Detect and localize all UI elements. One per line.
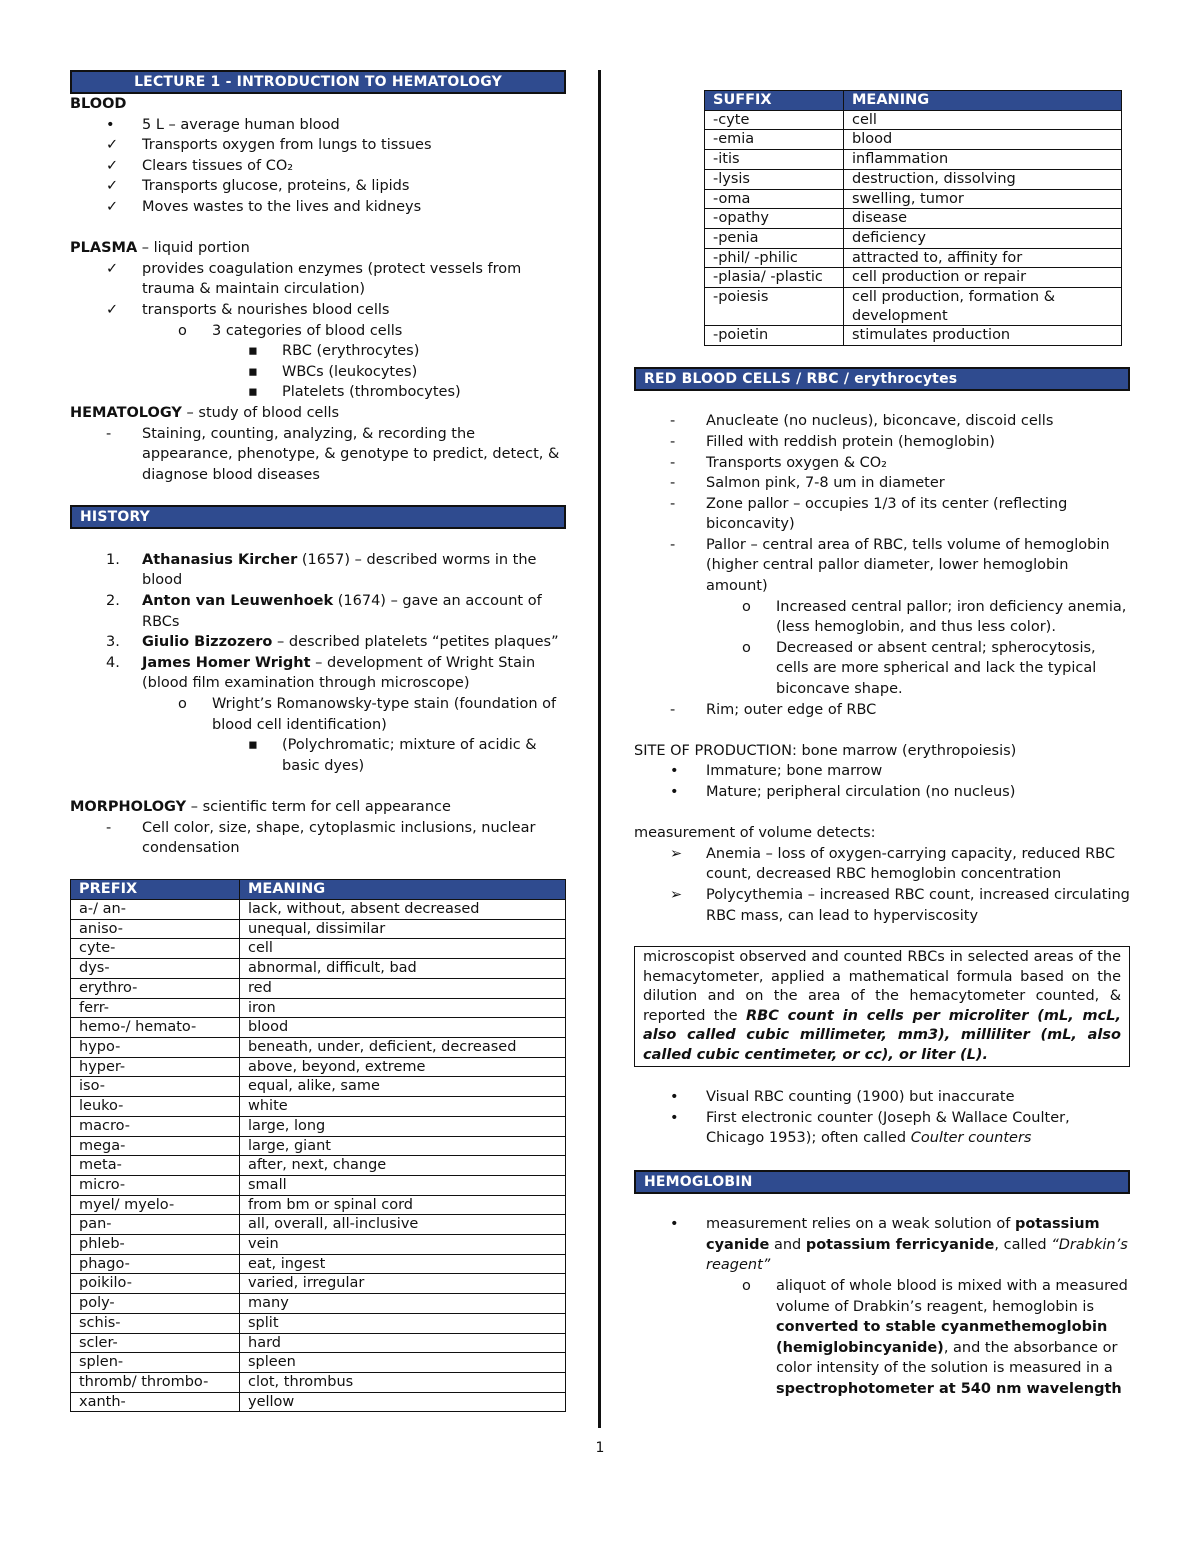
meaning-cell: unequal, dissimilar xyxy=(240,919,566,939)
bullet-marker: • xyxy=(670,1089,679,1106)
term-cell: xanth- xyxy=(71,1392,240,1412)
term-cell: -oma xyxy=(705,189,844,209)
dash-marker: - xyxy=(670,536,676,553)
term-cell: phleb- xyxy=(71,1235,240,1255)
meaning-cell: destruction, dissolving xyxy=(844,169,1122,189)
term-cell: leuko- xyxy=(71,1097,240,1117)
table-row xyxy=(71,978,566,998)
meaning-cell: large, long xyxy=(240,1116,566,1136)
lecture-title-banner: LECTURE 1 - INTRODUCTION TO HEMATOLOGY xyxy=(70,70,566,94)
meaning-cell: abnormal, difficult, bad xyxy=(240,959,566,979)
list-item: ▪ Platelets (thrombocytes) xyxy=(70,382,566,403)
list-item: • 5 L – average human blood xyxy=(70,115,566,136)
meaning-header: MEANING xyxy=(844,91,1122,111)
meaning-cell: attracted to, affinity for xyxy=(844,248,1122,268)
plasma-heading: PLASMA xyxy=(70,240,138,257)
list-item: • Immature; bone marrow xyxy=(634,761,1130,782)
dash-marker: - xyxy=(106,819,112,836)
term-cell: poly- xyxy=(71,1294,240,1314)
meaning-cell: split xyxy=(240,1313,566,1333)
table-row xyxy=(71,1313,566,1333)
table-row xyxy=(71,1274,566,1294)
term-cell: a-/ an- xyxy=(71,900,240,920)
term-cell: macro- xyxy=(71,1116,240,1136)
meaning-cell: beneath, under, deficient, decreased xyxy=(240,1038,566,1058)
meaning-cell: blood xyxy=(240,1018,566,1038)
term-cell: micro- xyxy=(71,1175,240,1195)
list-item: ✓ transports & nourishes blood cells xyxy=(70,300,566,321)
table-row xyxy=(705,150,1122,170)
term-cell: schis- xyxy=(71,1313,240,1333)
meaning-header: MEANING xyxy=(240,880,566,900)
list-item: - Zone pallor – occupies 1/3 of its center (reflecting biconcavity) xyxy=(670,495,1068,533)
check-marker: ✓ xyxy=(106,178,119,195)
list-item: ➢ Polycythemia – increased RBC count, increased circulating RBC mass, can lead to hyperviscosity xyxy=(670,886,1130,924)
check-marker: ✓ xyxy=(106,260,119,277)
term-cell: poikilo- xyxy=(71,1274,240,1294)
meaning-cell: deficiency xyxy=(844,228,1122,248)
square-marker: ▪ xyxy=(248,343,258,360)
term-cell: thromb/ thrombo- xyxy=(71,1372,240,1392)
table-row xyxy=(71,1392,566,1412)
term-cell: phago- xyxy=(71,1254,240,1274)
list-item: ▪ WBCs (leukocytes) xyxy=(70,362,566,383)
term-cell: splen- xyxy=(71,1353,240,1373)
list-item: ▪ (Polychromatic; mixture of acidic & basic dyes) xyxy=(248,737,537,774)
table-row xyxy=(71,1195,566,1215)
bullet-marker: • xyxy=(670,763,679,780)
table-row xyxy=(705,326,1122,346)
term-cell: meta- xyxy=(71,1156,240,1176)
meaning-cell: iron xyxy=(240,998,566,1018)
list-item: • Mature; peripheral circulation (no nucleus) xyxy=(634,782,1130,803)
column-divider xyxy=(598,70,601,1428)
meaning-cell: yellow xyxy=(240,1392,566,1412)
list-item: - Cell color, size, shape, cytoplasmic inclusions, nuclear condensation xyxy=(106,819,536,857)
meaning-cell: above, beyond, extreme xyxy=(240,1057,566,1077)
meaning-cell: vein xyxy=(240,1235,566,1255)
meaning-cell: cell xyxy=(844,110,1122,130)
table-header-row xyxy=(71,880,566,900)
site-of-production: SITE OF PRODUCTION: bone marrow (erythropoiesis) xyxy=(634,742,1017,759)
circle-marker: o xyxy=(178,322,187,339)
term-cell: -cyte xyxy=(705,110,844,130)
list-item: • measurement relies on a weak solution of potassium cyanide and potassium ferricyanide, called “Drabkin’s reagent” xyxy=(670,1216,1128,1274)
list-item: o 3 categories of blood cells xyxy=(70,321,566,342)
history-banner: HISTORY xyxy=(70,505,566,529)
check-marker: ✓ xyxy=(106,301,119,318)
square-marker: ▪ xyxy=(248,737,258,754)
list-item: o Wright’s Romanowsky-type stain (foundation of blood cell identification) xyxy=(178,696,557,733)
dash-marker: - xyxy=(670,433,676,450)
term-cell: -itis xyxy=(705,150,844,170)
measurement-heading: measurement of volume detects: xyxy=(634,825,876,842)
table-row xyxy=(705,189,1122,209)
term-cell: ferr- xyxy=(71,998,240,1018)
term-cell: mega- xyxy=(71,1136,240,1156)
list-item: ✓ Clears tissues of CO₂ xyxy=(70,156,566,177)
list-item: - Pallor – central area of RBC, tells volume of hemoglobin (higher central pallor diameter, lower hemoglobin amount) xyxy=(670,536,1110,595)
bullet-marker: • xyxy=(670,1216,679,1233)
meaning-cell: hard xyxy=(240,1333,566,1353)
meaning-cell: cell xyxy=(240,939,566,959)
page-number: 1 xyxy=(595,1440,605,1456)
meaning-cell: lack, without, absent decreased xyxy=(240,900,566,920)
list-item: ▪ RBC (erythrocytes) xyxy=(70,341,566,362)
history-item: 4. James Homer Wright – development of Wright Stain (blood film examination through microscope) xyxy=(106,654,536,692)
table-row xyxy=(71,900,566,920)
list-item: • Visual RBC counting (1900) but inaccurate xyxy=(634,1087,1130,1108)
term-cell: scler- xyxy=(71,1333,240,1353)
meaning-cell: eat, ingest xyxy=(240,1254,566,1274)
table-row xyxy=(71,1175,566,1195)
meaning-cell: many xyxy=(240,1294,566,1314)
term-cell: -penia xyxy=(705,228,844,248)
bullet-marker: • xyxy=(670,1109,679,1126)
dash-marker: - xyxy=(670,495,676,512)
meaning-cell: after, next, change xyxy=(240,1156,566,1176)
meaning-cell: blood xyxy=(844,130,1122,150)
dash-marker: - xyxy=(670,454,676,471)
meaning-cell: varied, irregular xyxy=(240,1274,566,1294)
table-row xyxy=(71,1372,566,1392)
square-marker: ▪ xyxy=(248,363,258,380)
list-item: ✓ Transports oxygen from lungs to tissues xyxy=(70,135,566,156)
meaning-cell: from bm or spinal cord xyxy=(240,1195,566,1215)
term-cell: pan- xyxy=(71,1215,240,1235)
dash-marker: - xyxy=(106,425,112,442)
history-item: 3. Giulio Bizzozero – described platelets “petites plaques” xyxy=(106,634,559,651)
table-row xyxy=(71,1353,566,1373)
list-item: ➢ Anemia – loss of oxygen-carrying capacity, reduced RBC count, decreased RBC hemoglobin concentration xyxy=(670,845,1116,883)
list-item: ✓ Moves wastes to the lives and kidneys xyxy=(70,197,566,218)
square-marker: ▪ xyxy=(248,384,258,401)
circle-marker: o xyxy=(742,1277,751,1294)
table-row xyxy=(71,1156,566,1176)
meaning-cell: disease xyxy=(844,209,1122,229)
term-cell: iso- xyxy=(71,1077,240,1097)
list-item: • First electronic counter (Joseph & Wallace Coulter, Chicago 1953); often called Coulter counters xyxy=(670,1109,1070,1147)
history-item: 2. Anton van Leuwenhoek (1674) – gave an account of RBCs xyxy=(106,593,542,630)
meaning-cell: cell production, formation & development xyxy=(844,288,1122,326)
list-item: o Increased central pallor; iron deficiency anemia, (less hemoglobin, and thus less color). xyxy=(742,598,1127,636)
table-row xyxy=(71,1254,566,1274)
table-row xyxy=(71,1215,566,1235)
table-row xyxy=(705,288,1122,326)
circle-marker: o xyxy=(742,598,751,615)
list-item: - Filled with reddish protein (hemoglobin) xyxy=(634,432,1130,453)
term-cell: -lysis xyxy=(705,169,844,189)
history-item: 1. Athanasius Kircher (1657) – described worms in the blood xyxy=(106,551,537,589)
table-row xyxy=(71,1116,566,1136)
circle-marker: o xyxy=(742,639,751,656)
meaning-cell: equal, alike, same xyxy=(240,1077,566,1097)
term-cell: -poietin xyxy=(705,326,844,346)
prefix-table xyxy=(70,879,566,1412)
table-row xyxy=(705,268,1122,288)
table-row xyxy=(71,998,566,1018)
table-row xyxy=(71,1097,566,1117)
morphology-heading: MORPHOLOGY xyxy=(70,799,187,815)
term-cell: -phil/ -philic xyxy=(705,248,844,268)
hematology-heading: HEMATOLOGY xyxy=(70,404,182,421)
list-item: - Transports oxygen & CO₂ xyxy=(634,453,1130,474)
term-cell: cyte- xyxy=(71,939,240,959)
meaning-cell: cell production or repair xyxy=(844,268,1122,288)
table-row xyxy=(71,919,566,939)
table-row xyxy=(705,209,1122,229)
bullet-marker: • xyxy=(670,784,679,801)
plasma-line: PLASMA – liquid portion xyxy=(70,240,250,257)
blood-list xyxy=(70,115,566,218)
list-item: - Anucleate (no nucleus), biconcave, discoid cells xyxy=(634,411,1130,432)
table-row xyxy=(705,110,1122,130)
arrow-marker: ➢ xyxy=(670,886,683,903)
table-header-row xyxy=(705,91,1122,111)
meaning-cell: swelling, tumor xyxy=(844,189,1122,209)
check-marker: ✓ xyxy=(106,137,119,154)
term-cell: hypo- xyxy=(71,1038,240,1058)
meaning-cell: red xyxy=(240,978,566,998)
check-marker: ✓ xyxy=(106,157,119,174)
table-row xyxy=(71,1038,566,1058)
left-column xyxy=(70,70,566,1412)
meaning-cell: stimulates production xyxy=(844,326,1122,346)
table-row xyxy=(71,1235,566,1255)
list-item: - Rim; outer edge of RBC xyxy=(634,700,1130,721)
meaning-cell: all, overall, all-inclusive xyxy=(240,1215,566,1235)
list-item: o Decreased or absent central; spherocytosis, cells are more spherical and lack the typical biconcave shape. xyxy=(742,639,1097,698)
morphology-line: MORPHOLOGY – scientific term for cell appearance xyxy=(70,799,451,815)
hematology-line: HEMATOLOGY – study of blood cells xyxy=(70,404,340,421)
meaning-cell: small xyxy=(240,1175,566,1195)
term-cell: -plasia/ -plastic xyxy=(705,268,844,288)
table-row xyxy=(71,939,566,959)
bullet-marker: • xyxy=(106,116,115,133)
table-row xyxy=(71,1136,566,1156)
term-cell: hyper- xyxy=(71,1057,240,1077)
table-row xyxy=(71,1333,566,1353)
arrow-marker: ➢ xyxy=(670,845,683,862)
meaning-cell: large, giant xyxy=(240,1136,566,1156)
table-row xyxy=(71,1294,566,1314)
list-item: ✓ Transports glucose, proteins, & lipids xyxy=(70,176,566,197)
list-item: o aliquot of whole blood is mixed with a measured volume of Drabkin’s reagent, hemoglobin is converted to stable cyanmethemoglobin (hemiglobincyanide), and the absorbance or color intensity of the solution is measured in a spectrophotometer at 540 nm wavelength xyxy=(742,1277,1128,1397)
prefix-header: PREFIX xyxy=(71,880,240,900)
term-cell: hemo-/ hemato- xyxy=(71,1018,240,1038)
table-row xyxy=(71,959,566,979)
dash-marker: - xyxy=(670,475,676,492)
table-row xyxy=(705,248,1122,268)
check-marker: ✓ xyxy=(106,198,119,215)
term-cell: dys- xyxy=(71,959,240,979)
rbc-count-note-box: microscopist observed and counted RBCs in selected areas of the hemacytometer, applied a mathematical formula based on the dilution and on the area of the hemacytometer counted, & reported the RBC count in cells per microliter (mL, mcL, also called cubic millimeter, mm3), milliliter (mL, also called cubic centimeter, or cc), or liter (L). xyxy=(634,946,1130,1067)
term-cell: myel/ myelo- xyxy=(71,1195,240,1215)
table-row xyxy=(71,1057,566,1077)
rbc-banner: RED BLOOD CELLS / RBC / erythrocytes xyxy=(634,367,1130,391)
right-column xyxy=(634,90,1130,1399)
meaning-cell: inflammation xyxy=(844,150,1122,170)
list-item: ✓ provides coagulation enzymes (protect vessels from trauma & maintain circulation) xyxy=(106,260,522,298)
list-item: - Staining, counting, analyzing, & recording the appearance, phenotype, & genotype to predict, detect, & diagnose blood diseases xyxy=(106,425,560,483)
term-cell: -emia xyxy=(705,130,844,150)
meaning-cell: spleen xyxy=(240,1353,566,1373)
term-cell: erythro- xyxy=(71,978,240,998)
table-row xyxy=(705,228,1122,248)
table-row xyxy=(705,169,1122,189)
term-cell: aniso- xyxy=(71,919,240,939)
blood-heading: BLOOD xyxy=(70,96,127,112)
term-cell: -opathy xyxy=(705,209,844,229)
hemoglobin-banner: HEMOGLOBIN xyxy=(634,1170,1130,1194)
table-row xyxy=(71,1077,566,1097)
meaning-cell: white xyxy=(240,1097,566,1117)
table-row xyxy=(705,130,1122,150)
term-cell: -poiesis xyxy=(705,288,844,326)
circle-marker: o xyxy=(178,696,187,713)
list-item: - Salmon pink, 7-8 um in diameter xyxy=(634,473,1130,494)
meaning-cell: clot, thrombus xyxy=(240,1372,566,1392)
dash-marker: - xyxy=(670,701,676,718)
suffix-table xyxy=(704,90,1122,346)
dash-marker: - xyxy=(670,413,676,430)
table-row xyxy=(71,1018,566,1038)
suffix-header: SUFFIX xyxy=(705,91,844,111)
